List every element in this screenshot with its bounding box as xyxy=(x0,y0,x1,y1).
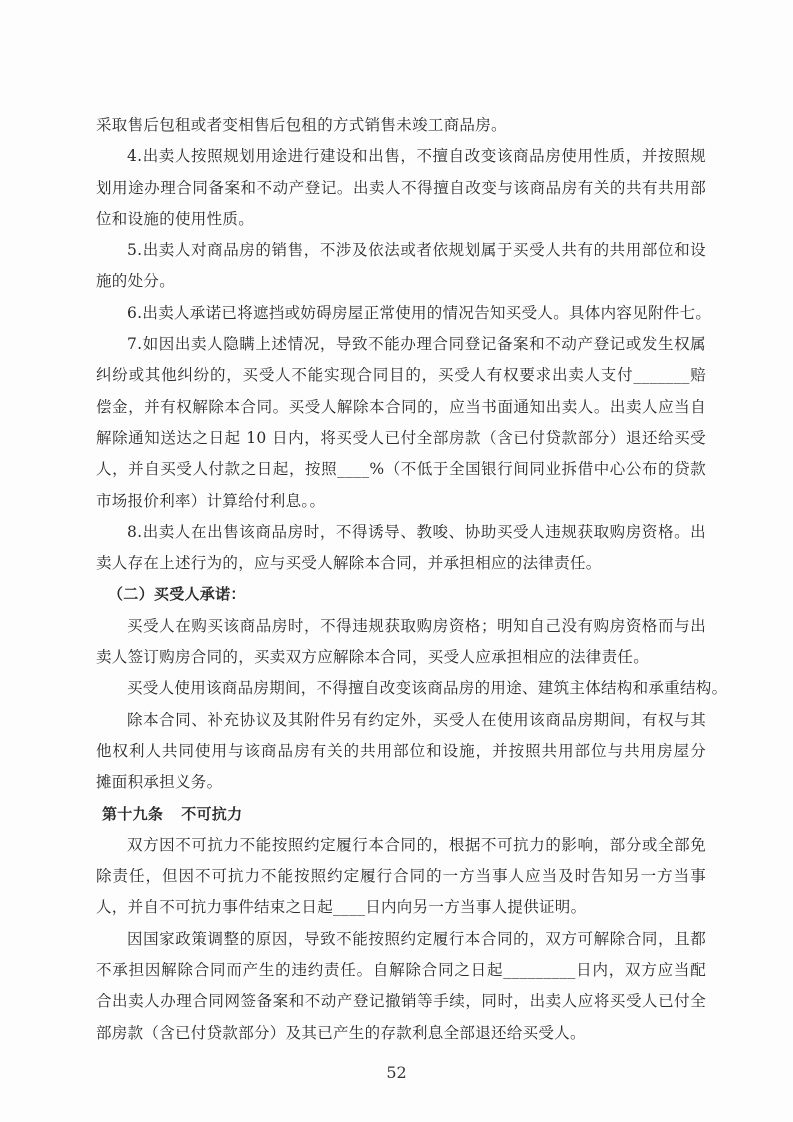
text-line: 人，并自不可抗力事件结束之日起____日内向另一方当事人提供证明。 xyxy=(96,898,587,917)
text-line: 位和设施的使用性质。 xyxy=(96,209,255,228)
text-line: 合出卖人办理合同网签备案和不动产登记撤销等手续，同时，出卖人应将买受人已付全 xyxy=(96,992,706,1011)
text-line: 卖人签订购房合同的，买卖双方应解除本合同，买受人应承担相应的法律责任。 xyxy=(96,648,650,667)
document-body xyxy=(96,110,728,1049)
text-line: 双方因不可抗力不能按照约定履行本合同的，根据不可抗力的影响，部分或全部免 xyxy=(127,835,706,854)
text-line: 因国家政策调整的原因，导致不能按照约定履行本合同的，双方可解除合同，且都 xyxy=(127,929,706,948)
text-line: 划用途办理合同备案和不动产登记。出卖人不得擅自改变与该商品房有关的共有共用部 xyxy=(96,178,706,197)
text-line: 采取售后包租或者变相售后包租的方式销售未竣工商品房。 xyxy=(96,116,507,134)
article-label: 第十九条 xyxy=(102,804,164,823)
page-number: 52 xyxy=(386,1063,407,1082)
text-line: 4.出卖人按照规划用途进行建设和出售，不擅自改变该商品房使用性质，并按照规 xyxy=(127,147,706,166)
text-line: 买受人使用该商品房期间，不得擅自改变该商品房的用途、建筑主体结构和承重结构。 xyxy=(127,679,728,698)
text-line: 8.出卖人在出售该商品房时，不得诱导、教唆、协助买受人违规获取购房资格。出 xyxy=(127,522,706,541)
text-line: 他权利人共同使用与该商品房有关的共用部位和设施，并按照共用部位与共用房屋分 xyxy=(96,741,706,760)
text-line: 人，并自买受人付款之日起，按照____%（不低于全国银行间同业拆借中心公布的贷款 xyxy=(96,460,706,479)
section-heading-buyer-promise: （二）买受人承诺： xyxy=(108,585,246,604)
text-line: 除责任，但因不可抗力不能按照约定履行合同的一方当事人应当及时告知另一方当事 xyxy=(96,867,706,886)
text-line: 解除通知送达之日起 10 日内，将买受人已付全部房款（含已付贷款部分）退还给买受 xyxy=(96,428,706,447)
text-line: 5.出卖人对商品房的销售，不涉及依法或者依规划属于买受人共有的共用部位和设 xyxy=(127,241,706,260)
text-line: 卖人存在上述行为的，应与买受人解除本合同，并承担相应的法律责任。 xyxy=(96,554,602,573)
text-line: 7.如因出卖人隐瞒上述情况，导致不能办理合同登记备案和不动产登记或发生权属 xyxy=(127,335,706,354)
text-line: 不承担因解除合同而产生的违约责任。自解除合同之日起_________日内，双方应当配 xyxy=(96,961,706,980)
text-line: 6.出卖人承诺已将遮挡或妨碍房屋正常使用的情况告知买受人。具体内容见附件七。 xyxy=(127,303,712,322)
article-heading xyxy=(96,799,706,830)
text-line: 摊面积承担义务。 xyxy=(96,773,223,792)
text-line: 纠纷或其他纠纷的，买受人不能实现合同目的，买受人有权要求出卖人支付_______赔 xyxy=(96,366,706,385)
text-line: 部房款（含已付贷款部分）及其已产生的存款利息全部退还给买受人。 xyxy=(96,1023,586,1042)
text-line: 除本合同、补充协议及其附件另有约定外，买受人在使用该商品房期间，有权与其 xyxy=(127,710,706,729)
text-line: 偿金，并有权解除本合同。买受人解除本合同的，应当书面通知出卖人。出卖人应当自 xyxy=(96,397,706,416)
text-line: 买受人在购买该商品房时，不得违规获取购房资格；明知自己没有购房资格而与出 xyxy=(127,616,706,635)
text-line: 市场报价利率）计算给付利息。。 xyxy=(96,491,326,510)
article-title: 不可抗力 xyxy=(181,804,243,823)
text-line: 施的处分。 xyxy=(96,272,176,291)
